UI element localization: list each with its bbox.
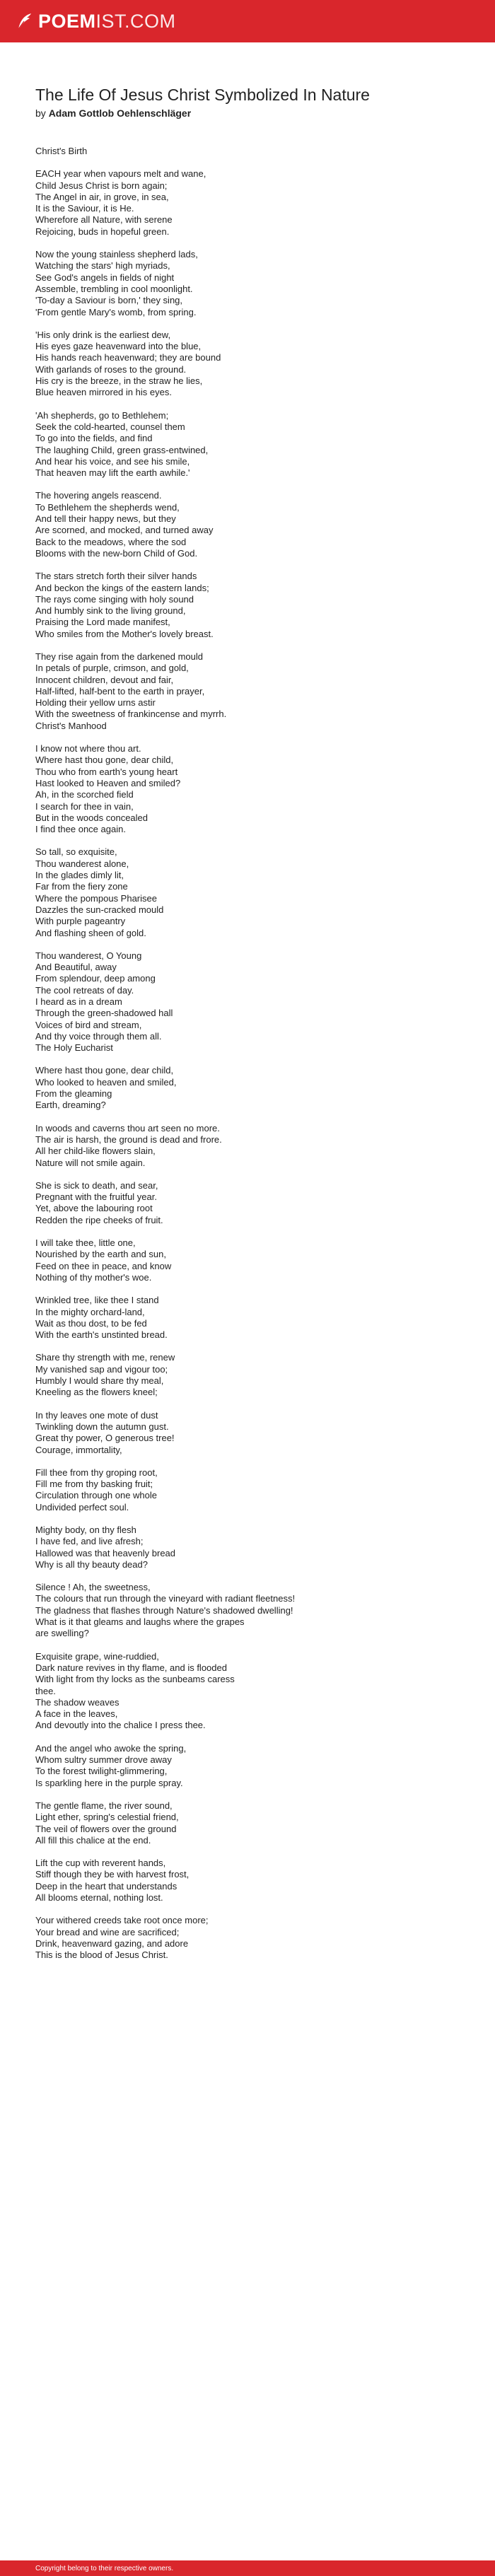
poem-line: His hands reach heavenward; they are bound [35,352,221,363]
poem-line: But in the woods concealed [35,812,148,823]
poem-stanza [35,1410,460,1456]
poem-line: My vanished sap and vigour too; [35,1363,168,1375]
poem-line: To Bethlehem the shepherds wend, [35,501,180,513]
poem-line: All blooms eternal, nothing lost. [35,1892,163,1903]
poem-line: The gentle flame, the river sound, [35,1800,173,1811]
poem-line: Praising the Lord made manifest, [35,617,170,628]
poem-line: The Angel in air, in grove, in sea, [35,191,169,202]
poem-line: Yet, above the labouring root [35,1203,153,1214]
poem-line: Rejoicing, buds in hopeful green. [35,226,170,237]
poem-line: Drink, heavenward gazing, and adore [35,1937,189,1949]
poem-line: I search for thee in vain, [35,800,134,812]
poem-line: And the angel who awoke the spring, [35,1742,187,1754]
poem-line: Christ's Birth [35,146,88,156]
poem-line: Circulation through one whole [35,1490,157,1501]
poem-line: Holding their yellow urns astir [35,697,156,709]
poem-line: Deep in the heart that understands [35,1880,177,1892]
poem-line: Hast looked to Heaven and smiled? [35,777,181,788]
poem-line: What is it that gleams and laughs where the grapes [35,1616,245,1628]
poem-line: From the gleaming [35,1088,112,1100]
poem-line: 'His only drink is the earliest dew, [35,329,171,340]
poem-line: Voices of bird and stream, [35,1019,142,1030]
poem-line: The air is harsh, the ground is dead and frore. [35,1133,222,1145]
poem-line: Great thy power, O generous tree! [35,1433,175,1444]
poem-line: Now the young stainless shepherd lads, [35,249,198,260]
poem-line: Why is all thy beauty dead? [35,1558,148,1570]
poem-line: Courage, immortality, [35,1444,122,1455]
poem-stanza [35,1352,460,1398]
poem-stanza [35,846,460,938]
quill-pen-icon [16,12,34,30]
poem-stanza [35,1467,460,1513]
poem-line: Assemble, trembling in cool moonlight. [35,283,193,294]
poem-stanza [35,1915,460,1961]
poem-line: Watching the stars' high myriads, [35,260,170,272]
poem-line: Dark nature revives in thy flame, and is flooded [35,1662,227,1673]
poem-line: Wherefore all Nature, with serene [35,214,173,226]
poem-line: Nature will not smile again. [35,1157,146,1168]
poem-line: So tall, so exquisite, [35,846,117,858]
poem-line: I know not where thou art. [35,743,141,754]
poem-line: Silence ! Ah, the sweetness, [35,1582,151,1593]
poem-title: The Life Of Jesus Christ Symbolized In Nature [35,86,370,104]
poem-line: 'To-day a Saviour is born,' they sing, [35,295,183,306]
poem-line: The colours that run through the vineyard with radiant fleetness! [35,1593,296,1604]
poem-line: Dazzles the sun-cracked mould [35,904,164,915]
poem-line: Feed on thee in peace, and know [35,1260,172,1271]
poem-line: All fill this chalice at the end. [35,1834,151,1846]
poem-line: And thy voice through them all. [35,1030,162,1042]
poem-line: Where hast thou gone, dear child, [35,754,174,766]
poem-stanza [35,743,460,835]
poem-line: Wrinkled tree, like thee I stand [35,1295,159,1306]
poem-line: See God's angels in fields of night [35,272,175,283]
poem-stanza [35,1858,460,1904]
poem-line: Thou wanderest, O Young [35,950,142,961]
poem-stanza [35,1800,460,1846]
poem-line: The Holy Eucharist [35,1042,113,1054]
poem-stanza [35,651,460,732]
poem-line: The rays come singing with holy sound [35,593,194,605]
poem-stanza [35,168,460,238]
poem-line: And hear his voice, and see his smile, [35,455,190,467]
poem-line: In woods and caverns thou art seen no more. [35,1122,220,1133]
poem-line: In thy leaves one mote of dust [35,1409,158,1421]
poem-line: Mighty body, on thy flesh [35,1524,136,1535]
poem-line: And tell their happy news, but they [35,513,176,525]
poem-line: Half-lifted, half-bent to the earth in prayer, [35,685,205,697]
poem-line: Share thy strength with me, renew [35,1352,175,1363]
poem-line: Whom sultry summer drove away [35,1754,172,1766]
poem-line: Humbly I would share thy meal, [35,1375,164,1387]
poem-line: With purple pageantry [35,916,126,927]
poem-stanza [35,1525,460,1570]
poem-stanza [35,146,460,157]
poem-line: Blooms with the new-born Child of God. [35,547,198,559]
logo-text-poem: POEM [38,10,96,32]
poem-line: 'From gentle Mary's womb, from spring. [35,306,197,317]
poem-stanza [35,1743,460,1789]
poem-line: The veil of flowers over the ground [35,1823,177,1834]
poem-line: This is the blood of Jesus Christ. [35,1950,168,1961]
copyright-text: Copyright belong to their respective owners. [35,2564,174,2572]
poem-stanza [35,1295,460,1341]
poem-line: Thou wanderest alone, [35,858,129,869]
poem-line: The stars stretch forth their silver hands [35,571,197,582]
poem-line: Kneeling as the flowers kneel; [35,1387,158,1398]
poem-line: thee. [35,1685,56,1696]
poem-line: The shadow weaves [35,1696,120,1708]
byline-prefix: by [35,107,46,119]
poem-line: She is sick to death, and sear, [35,1179,158,1191]
site-logo[interactable] [16,11,176,33]
poem-line: Is sparkling here in the purple spray. [35,1777,183,1788]
poem-line: Who smiles from the Mother's lovely breast. [35,628,214,639]
poem-stanza [35,571,460,640]
poem-stanza [35,950,460,1054]
poem-line: Light ether, spring's celestial friend, [35,1812,179,1823]
poem-line: Far from the fiery zone [35,881,128,892]
logo-text-ist: IST.COM [95,10,176,32]
poem-line: And devoutly into the chalice I press thee. [35,1720,206,1731]
poem-line: Child Jesus Christ is born again; [35,180,168,191]
poem-line: Your bread and wine are sacrificed; [35,1926,180,1937]
poem-line: A face in the leaves, [35,1708,118,1720]
poem-line: I will take thee, little one, [35,1237,136,1249]
poem-line: In the glades dimly lit, [35,870,124,881]
poem-stanza [35,1065,460,1111]
poem-stanza [35,249,460,318]
poem-line: And humbly sink to the living ground, [35,605,186,617]
poem-author[interactable]: Adam Gottlob Oehlenschläger [48,107,192,119]
poem-line: In the mighty orchard-land, [35,1306,145,1317]
poem-line: Through the green-shadowed hall [35,1008,173,1019]
poem-line: Seek the cold-hearted, counsel them [35,421,185,432]
poem-line: That heaven may lift the earth awhile.' [35,467,190,479]
site-footer [0,2560,495,2576]
poem-line: Wait as thou dost, to be fed [35,1317,147,1329]
poem-line: Innocent children, devout and fair, [35,674,174,685]
poem-stanza [35,490,460,559]
poem-line: are swelling? [35,1628,89,1639]
poem-line: His cry is the breeze, in the straw he lies, [35,375,203,387]
poem-line: With light from thy locks as the sunbeams caress [35,1674,235,1685]
poem-line: The cool retreats of day. [35,984,134,996]
poem-line: Hallowed was that heavenly bread [35,1547,176,1558]
poem-stanza [35,1180,460,1226]
poem-line: The gladness that flashes through Nature's shadowed dwelling! [35,1604,293,1616]
poem-line: Thou who from earth's young heart [35,766,178,777]
poem-line: Christ's Manhood [35,720,107,731]
poem-line: From splendour, deep among [35,973,156,984]
poem-line: Back to the meadows, where the sod [35,536,187,547]
poem-line: Where hast thou gone, dear child, [35,1065,174,1076]
poem-line: I have fed, and live afresh; [35,1536,144,1547]
poem-content [0,42,495,1961]
poem-line: Blue heaven mirrored in his eyes. [35,387,172,398]
site-header [0,0,495,42]
poem-line: Ah, in the scorched field [35,789,134,800]
poem-line: Earth, dreaming? [35,1100,106,1111]
poem-line: Lift the cup with reverent hands, [35,1858,166,1869]
poem-line: The laughing Child, green grass-entwined, [35,444,209,455]
poem-stanza [35,1123,460,1169]
poem-line: I find thee once again. [35,824,126,835]
poem-line: I heard as in a dream [35,996,122,1007]
poem-line: In petals of purple, crimson, and gold, [35,663,189,674]
poem-line: Stiff though they be with harvest frost, [35,1869,190,1880]
poem-line: Fill thee from thy groping root, [35,1467,158,1478]
poem-stanza [35,1582,460,1639]
poem-line: Exquisite grape, wine-ruddied, [35,1650,159,1662]
poem-line: Where the pompous Pharisee [35,892,157,904]
poem-line: Are scorned, and mocked, and turned away [35,525,214,536]
poem-line: And Beautiful, away [35,962,117,973]
poem-line: With the earth's unstinted bread. [35,1329,168,1341]
poem-line: Fill me from thy basking fruit; [35,1479,153,1490]
poem-stanza [35,1237,460,1283]
poem-line: With the sweetness of frankincense and myrrh. [35,709,227,720]
poem-stanza [35,410,460,479]
poem-line: Your withered creeds take root once more; [35,1915,209,1926]
poem-line: Pregnant with the fruitful year. [35,1191,157,1203]
poem-byline [35,107,460,119]
poem-line: EACH year when vapours melt and wane, [35,168,206,180]
poem-stanza [35,330,460,399]
poem-line: To the forest twilight-glimmering, [35,1766,168,1777]
poem-line: Nourished by the earth and sun, [35,1249,167,1260]
poem-line: The hovering angels reascend. [35,490,162,501]
poem-line: They rise again from the darkened mould [35,651,204,662]
poem-line: And beckon the kings of the eastern lands; [35,582,209,593]
poem-line: Twinkling down the autumn gust. [35,1421,169,1432]
poem-stanza [35,1651,460,1732]
poem-line: His eyes gaze heavenward into the blue, [35,341,202,352]
poem-line: Who looked to heaven and smiled, [35,1076,177,1088]
poem-line: 'Ah shepherds, go to Bethlehem; [35,409,169,421]
poem-line: To go into the fields, and find [35,433,153,444]
poem-line: All her child-like flowers slain, [35,1146,156,1157]
poem-line: It is the Saviour, it is He. [35,203,134,214]
poem-line: Nothing of thy mother's woe. [35,1271,152,1283]
poem-line: And flashing sheen of gold. [35,927,146,938]
poem-line: With garlands of roses to the ground. [35,363,187,375]
poem-line: Undivided perfect soul. [35,1501,129,1513]
poem-body [35,146,460,1961]
poem-line: Redden the ripe cheeks of fruit. [35,1214,163,1225]
